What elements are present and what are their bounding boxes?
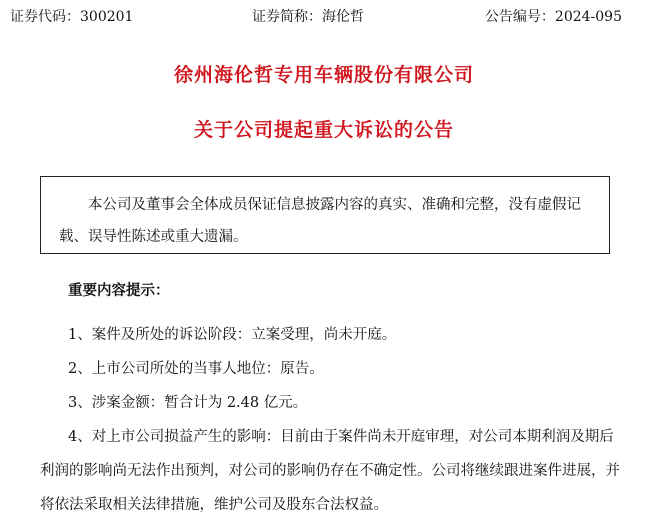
disclaimer-text: 本公司及董事会全体成员保证信息披露内容的真实、准确和完整，没有虚假记载、误导性陈述或重大遗漏。 (59, 197, 581, 245)
key-point-item: 1、案件及所处的诉讼阶段：立案受理，尚未开庭。 (68, 327, 397, 343)
notice-number: 公告编号：2024-095 (484, 9, 622, 25)
document-header (0, 6, 648, 30)
company-name: 徐州海伦哲专用车辆股份有限公司 (173, 64, 474, 86)
key-point-item: 4、对上市公司损益产生的影响：目前由于案件尚未开庭审理，对公司本期利润及期后利润的影响尚无法作出预判，对公司的影响仍存在不确定性。公司将继续跟进案件进展，并将依法采取相关法律措施，维护公司及股东合法权益。 (40, 429, 620, 513)
key-point-item: 3、涉案金额：暂合计为 2.48 亿元。 (68, 395, 308, 411)
stock-short-name: 证券简称：海伦哲 (252, 9, 364, 25)
key-point-item: 2、上市公司所处的当事人地位：原告。 (68, 361, 324, 377)
disclaimer-box (40, 176, 610, 254)
key-points-heading: 重要内容提示： (68, 282, 170, 299)
notice-title: 关于公司提起重大诉讼的公告 (193, 119, 454, 141)
stock-code: 证券代码：300201 (10, 9, 134, 25)
